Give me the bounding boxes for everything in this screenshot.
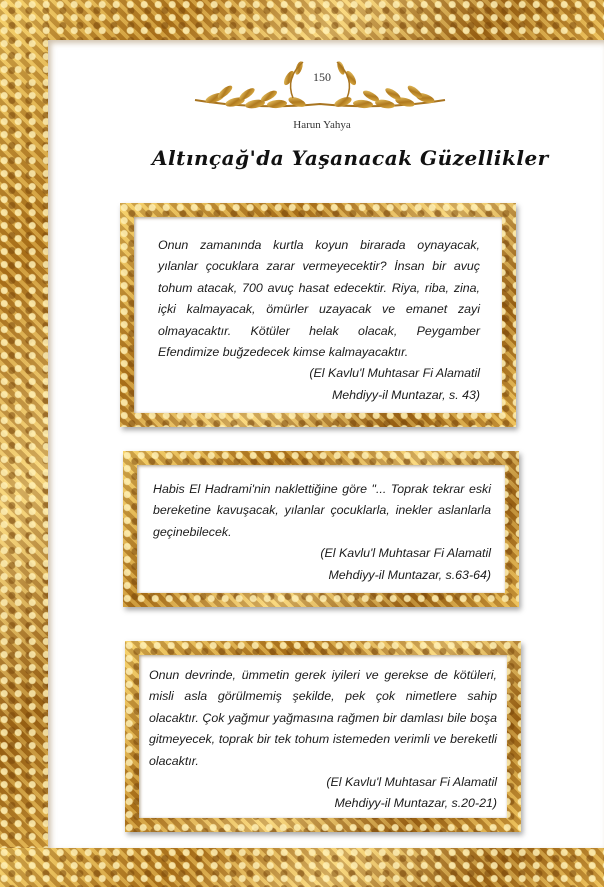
ornate-border-top xyxy=(0,0,604,40)
quote-box xyxy=(134,217,502,413)
section-title: Altınçağ'da Yaşanacak Güzellikler xyxy=(152,146,549,170)
quote-source-line: Mehdiyy-il Muntazar, s. 43) xyxy=(331,387,480,402)
ornate-border-bottom xyxy=(0,848,604,887)
quote-source xyxy=(158,363,480,406)
page-number: 150 xyxy=(313,70,331,84)
quote-frame xyxy=(125,641,521,832)
quote-text: Onun zamanında kurtla koyun birarada oynayacak, yılanlar çocuklara zarar vermeyecektir? İnsan bir avuç tohum atacak, 700 avuç hasat edecektir. Riya, riba, zina, içki kalmayacak, ömürler uzayacak ve emanet zayi olmayacaktır. Kötüler helak olacak, Peygamber Efendimize buğzedecek kimse kalmayacaktır. xyxy=(158,238,480,360)
quote-source-line: (El Kavlu'l Muhtasar Fi Alamatil xyxy=(326,775,497,790)
quote-source xyxy=(149,772,497,815)
quote-source xyxy=(153,543,491,586)
quote-source-line: Mehdiyy-il Muntazar, s.63-64) xyxy=(328,567,491,582)
quote-text: Onun devrinde, ümmetin gerek iyileri ve gerekse de kötüleri, misli asla görülmemiş şekilde, pek çok nimetlere sahip olacaktır. Çok yağmur yağmasına rağmen bir damlası bile boşa gitmeyecek, toprak bir tek tohum istemeden verimli ve bereketli olacaktır. xyxy=(149,668,497,768)
running-header-author: Harun Yahya xyxy=(293,119,351,131)
quote-source-line: (El Kavlu'l Muhtasar Fi Alamatil xyxy=(309,366,480,381)
quote-box xyxy=(137,465,505,593)
quote-frame xyxy=(123,451,519,607)
quote-frame xyxy=(120,203,516,427)
quote-box xyxy=(139,655,507,818)
laurel-wreath-icon xyxy=(185,58,455,118)
quote-source-line: (El Kavlu'l Muhtasar Fi Alamatil xyxy=(320,546,491,561)
ornate-border-left xyxy=(0,0,48,887)
quote-source-line: Mehdiyy-il Muntazar, s.20-21) xyxy=(334,796,497,811)
quote-text: Habis El Hadrami'nin naklettiğine göre "... Toprak tekrar eski bereketine kavuşacak, yılanlar çocuklarla, inekler aslanlarla geçinebilecek. xyxy=(153,482,491,539)
